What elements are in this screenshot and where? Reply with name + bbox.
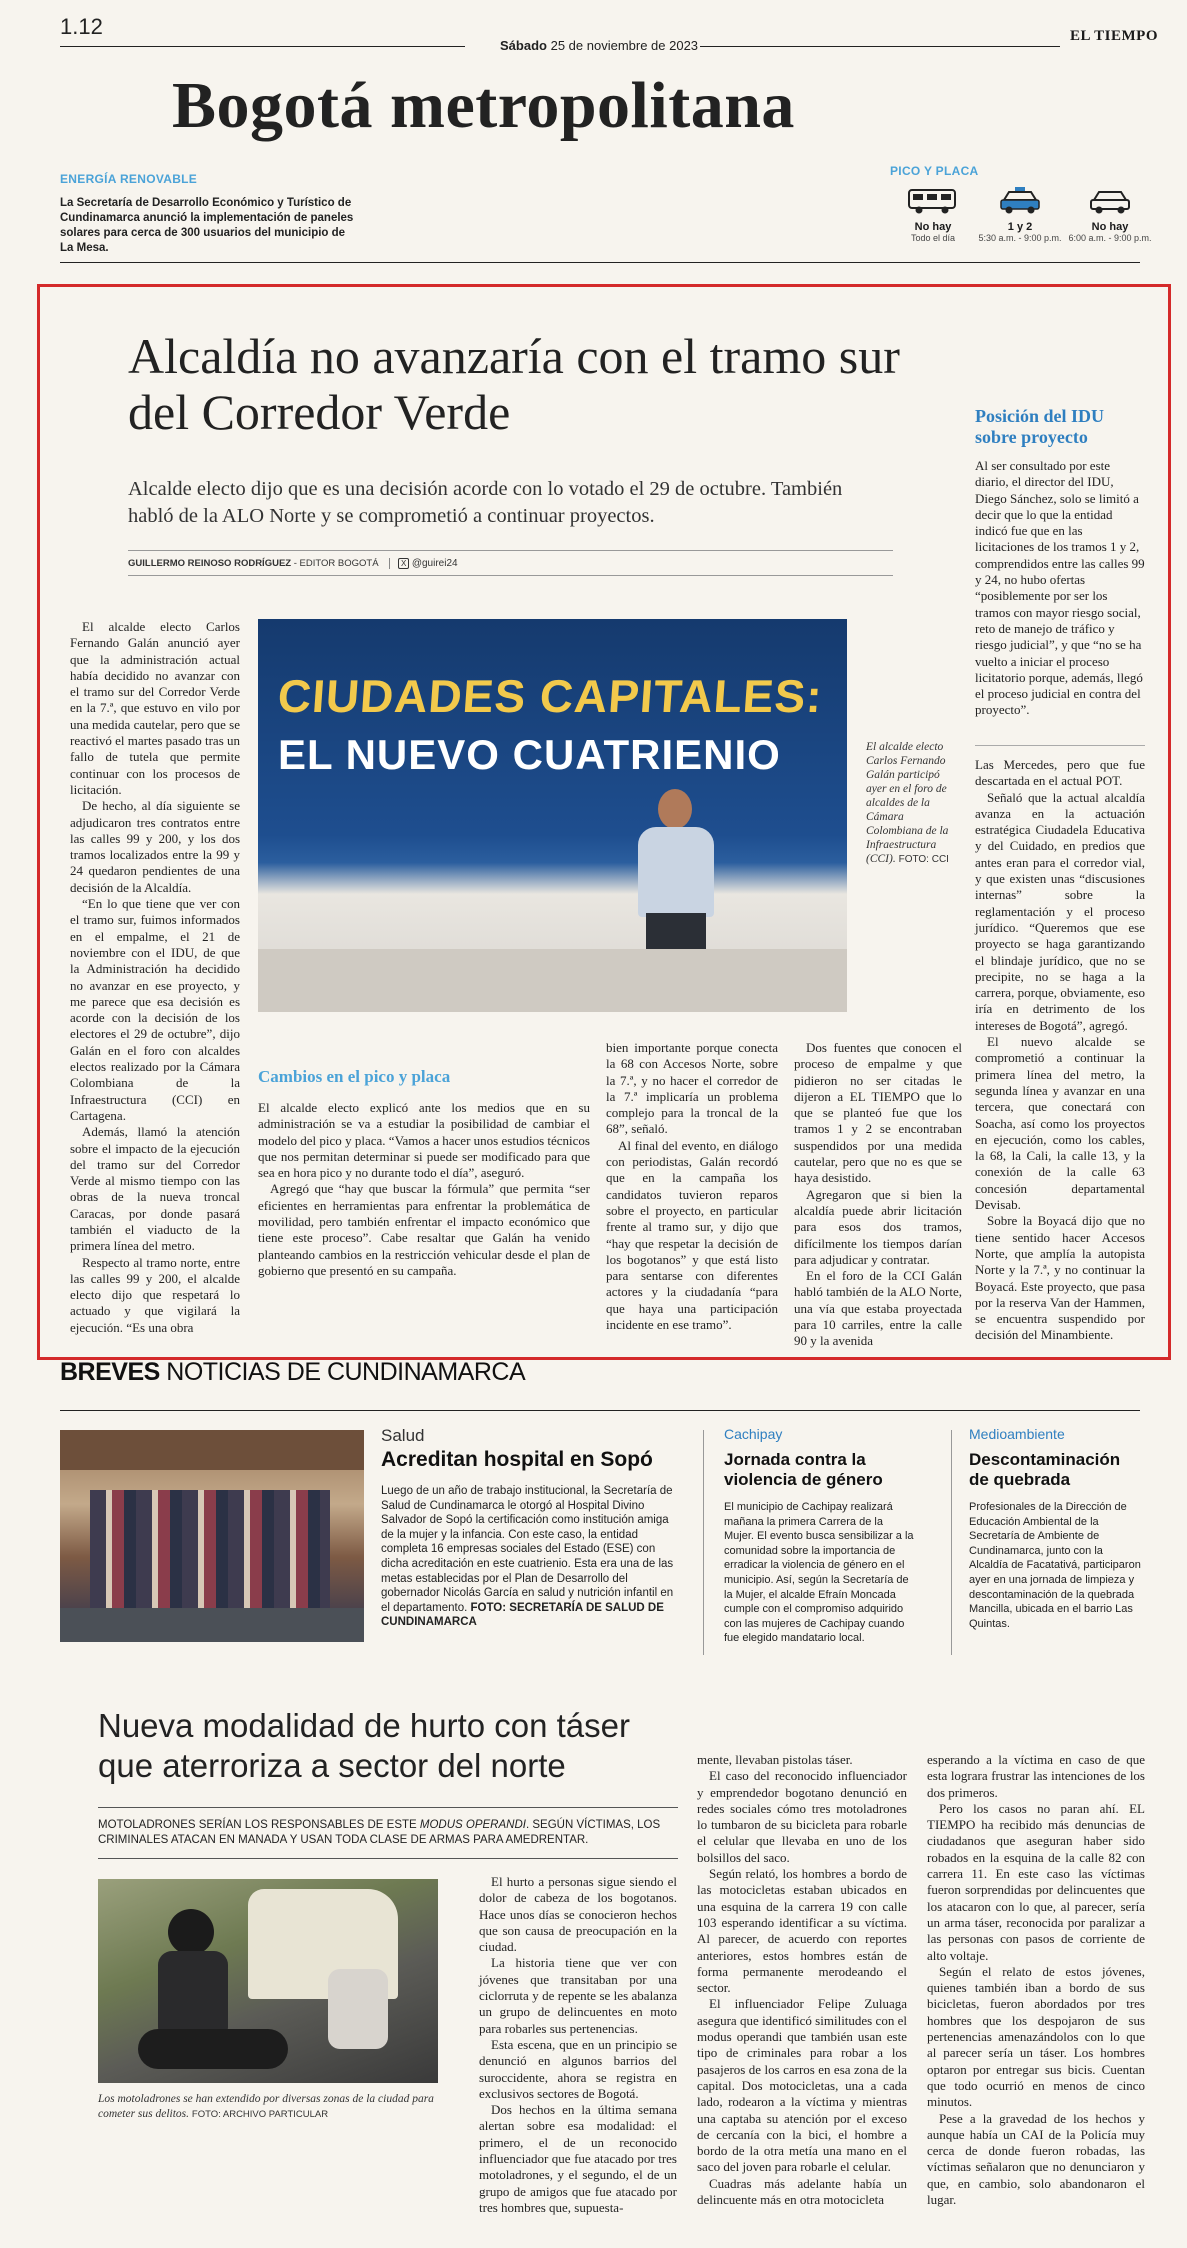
second-col-1: El hurto a personas sigue siendo el dolor de cabeza de los bogotanos. Hace unos días se conocieron hechos que son causa de preocupación en la ciudad. La historia tiene que ver con jóvenes que transitaban por una ciclorruta y de repente se les abalanza un grupo de delincuentes en moto para robarles sus pertenencias. Esta escena, que en un principio se denunció en algunos barrios del suroccidente, ahora se registra en exclusivos sectores de Bogotá. Dos hechos en la última semana alertan sobre esa modalidad: el primero, el de un reconocido influenciador que fue atacado por tres motoladrones, y el segundo, el de un grupo de amigos que fue atacado por tres hombres que, supuesta-	[479, 1874, 677, 2215]
robbery-caption: Los motoladrones se han extendido por diversas zonas de la ciudad para cometer sus delitos. FOTO: ARCHIVO PARTICULAR	[98, 2093, 434, 2120]
author-handle-link[interactable]: @guirei24	[411, 558, 458, 570]
pico-placa-subtext: El alcalde electo explicó ante los medios que en su administración se va a estudiar la posibilidad de cambiar el modelo del pico y placa. “Vamos a hacer unos estudios técnicos que nos permitan determinar si puede ser modificado para que sea en hora pico y no durante todo el día”, aseguró. Agregó que “hay que buscar la fórmula” que permita “ser eficientes en herramientas para enfrentar la problemática de movilidad, pero también enfrentar el impacto económico que tiene este proceso”. Cabe resaltar que Galán ha venido planteando cambios en la restricción vehicular desde el plan de gobierno que presentó en su campaña.	[258, 1100, 590, 1278]
energy-text: La Secretaría de Desarrollo Económico y Turístico de Cundinamarca anunció la implementación de paneles solares para cerca de 300 usuarios del municipio de La Mesa.	[60, 197, 354, 254]
main-headline: Alcaldía no avanzaría con el tramo sur del Corredor Verde	[128, 328, 900, 440]
breves-label: BREVES NOTICIAS DE CUNDINAMARCA	[60, 1358, 526, 1386]
bus-icon	[907, 186, 959, 216]
breve1-text: Luego de un año de trabajo institucional, la Secretaría de Salud de Cundinamarca le otorgó al Hospital Divino Salvador de Sopó la certificación como institución amiga de la mujer y la infancia. Con este caso, la entidad completa 16 empresas sociales del Estado (ESE) con dicha acreditación en este cuatrienio. Esta era una de las metas establecidas por el Plan de Desarrollo del gobernador Nicolás García en salud y nutrición infantil en el departamento. FOTO: SECRETARÍA DE SALUD DE CUNDINAMARCA	[381, 1485, 674, 1629]
photo-banner-line2: EL NUEVO CUATRIENIO	[278, 731, 781, 778]
main-photo-caption: El alcalde electo Carlos Fernando Galán participó ayer en el foro de alcaldes de la Cámara Colombiana de la Infraestructura (CCI). FOTO: CCI	[866, 741, 949, 865]
breve3-text: Profesionales de la Dirección de Educación Ambiental de la Secretaría de Ambiente de Cundinamarca, junto con la Alcaldía de Facatativá, participaron ayer en una jornada de limpieza y descontaminación de la quebrada Mancilla, ubicada en el barrio Las Quintas.	[969, 1501, 1141, 1630]
breve2-text: El municipio de Cachipay realizará mañana la primera Carrera de la Mujer. El evento busca sensibilizar a la comunidad sobre la importancia de erradicar la violencia de género en el municipio. Así, según la Secretaría de la Mujer, el alcalde Efraín Moncada cumple con el compromiso adquirido con las mujeres de Cachipay cuando fue elegido mandatario local.	[724, 1501, 914, 1645]
byline-rule-top	[128, 550, 893, 551]
idu-sidebar-text: Al ser consultado por este diario, el director del IDU, Diego Sánchez, solo se limitó a decir que lo que la entidad indicó fue que en las licitaciones de los tramos 1 y 2, comprendidos entre las calles 99 y 24, no hubo ofertas “posiblemente por ser los tramos con mayor riesgo social, reto de manejo de tráfico y riesgo judicial”, y que “no se ha vuelto a iniciar el proceso licitatorio porque, además, llegó el proceso judicial en contra del proyecto”.	[975, 458, 1145, 718]
header-rule-right	[700, 46, 1060, 47]
pico-placa-subhead: Cambios en el pico y placa	[258, 1067, 451, 1086]
photo-stage-table	[258, 949, 847, 1012]
page-date: Sábado 25 de noviembre de 2023	[500, 38, 699, 53]
breves-rule	[60, 1410, 1140, 1411]
pico-placa-title: PICO Y PLACA	[890, 164, 979, 178]
second-rule-bottom	[98, 1858, 678, 1859]
second-col-2: mente, llevaban pistolas táser. El caso del reconocido influenciador y emprendedor bogotano denunció en redes sociales cómo tres motoladrones lo tumbaron de su bicicleta para robarle el celular que llevaba en uno de los bolsillos del saco. Según relató, los hombres a bordo de las motocicletas estaban ubicados en una esquina de la carrera 19 con calle 103 esperando identificar a su víctima. Al parecer, de acuerdo con reportes anteriores, estos hombres están de forma permanente merodeando el sector. El influenciador Felipe Zuluaga asegura que identificó similitudes con el modus operandi que también usan este tipo de criminales para robar a los pasajeros de los carros en esa zona de la capital. Dos motocicletas, una a cada lado, rodearon a la víctima y mientras una captaba su atención por el exceso de cercanía con la bici, el hombre a bordo de la otra metía una mano en el saco del joven para robarle el celular. Cuadras más adelante había un delincuente más en otra motocicleta	[697, 1752, 907, 2208]
photo-banner-line1: CIUDADES CAPITALES:	[276, 670, 825, 722]
robbery-photo	[98, 1879, 438, 2083]
byline-rule-bottom	[128, 575, 893, 576]
main-photo	[258, 619, 847, 1012]
x-icon: X	[398, 558, 409, 569]
pico-item-car: No hay 6:00 a.m. - 9:00 p.m.	[1060, 186, 1160, 243]
pico-item-bus: No hay Todo el día	[888, 186, 978, 243]
main-col-5: Las Mercedes, pero que fue descartada en el actual POT. Señaló que la actual alcaldía avanza en la actuación estratégica Ciudadela Educativa y del Cuidado, en predios que antes eran para el corredor vial, y que existen unas “discusiones internas” sobre la reglamentación y el proceso jurídico. “Queremos que ese proyecto se haga garantizando el blindaje jurídico, que no se precipite, no se haga a la carrera, porque, obviamente, eso iría en detrimento de los intereses de Bogotá”, agregó. El nuevo alcalde se comprometió a continuar la primera línea del metro, la segunda línea y avanzar en una tercera, que conectará con Soacha, así como los proyectos en ejecución, como los cables, la 68, la Cali, la calle 13, y la conexión de la calle 63 concesión departamental Devisab. Sobre la Boyacá dijo que no tiene sentido hacer Accesos Norte, que amplía la autopista Norte y la 7.ª, y no continuar la Boyacá. Este proyecto, que pasa por la reserva Van der Hammen, se encuentra suspendido por decisión del Minambiente.	[975, 757, 1145, 1343]
idu-sidebar-head: Posición del IDU sobre proyecto	[975, 406, 1105, 447]
breves-divider-1	[703, 1430, 704, 1655]
breve3-kicker: Medioambiente	[969, 1426, 1065, 1442]
main-col-1: El alcalde electo Carlos Fernando Galán anunció ayer que la administración actual había decidido no avanzar con el tramo sur del Corredor Verde en la 7.ª, que estuvo en vilo por una medida cautelar, pero que se reactivó el martes pasado tras un fallo de tutela que permite continuar con los procesos de licitación. De hecho, al día siguiente se adjudicaron tres contratos entre las calles 99 y 200, y los dos tramos localizados entre la 99 y 24 quedaron pendientes de una decisión de la Alcaldía. “En lo que tiene que ver con el tramo sur, fuimos informados en el empalme, el 21 de noviembre con el IDU, de que la Administración ha decidido no avanzar en ese proyecto, y me parece que esa decisión es acorde con la decisión de los electores el 29 de octubre”, dijo Galán en el foro con alcaldes electos realizado por la Cámara Colombiana de la Infraestructura (CCI) en Cartagena. Además, llamó la atención sobre el impacto de la ejecución del tramo sur del Corredor Verde al mismo tiempo con las obras de la nueva troncal Caracas, por donde pasará también el viaducto de la primera línea del metro. Respecto al tramo norte, entre las calles 99 y 200, el alcalde electo dijo que respetará lo actuado y que vigilará la ejecución. “Es una obra	[70, 619, 241, 1335]
breves-divider-2	[951, 1430, 952, 1655]
header-rule-left	[60, 46, 465, 47]
breve2-kicker: Cachipay	[724, 1426, 783, 1442]
main-col-3: bien importante porque conecta la 68 con Accesos Norte, sobre la 7.ª, y no hacer el corredor de la 7.ª implicaría un problema complejo para la troncal de la 68”, señaló. Al final del evento, en diálogo con periodistas, Galán recordó que en la campaña los candidatos tuvieron reparos sobre el proyecto, en particular frente al tramo sur, y dijo que “hay que respetar la decisión de los bogotanos” y que está listo para sentarse con diferentes actores y la ciudadanía “para que haya una participación incidente en ese tramo”.	[606, 1040, 778, 1333]
breve3-title: Descontaminación de quebrada	[969, 1450, 1121, 1489]
page-number: 1.12	[60, 14, 103, 39]
car-icon	[1088, 186, 1132, 216]
second-rule-top	[98, 1807, 678, 1808]
section-title: Bogotá metropolitana	[172, 69, 795, 142]
idu-sidebar-rule	[975, 745, 1145, 746]
second-deck: MOTOLADRONES SERÍAN LOS RESPONSABLES DE ESTE MODUS OPERANDI. SEGÚN VÍCTIMAS, LOS CRIMINALES ATACAN EN MANADA Y USAN TODA CLASE DE ARMAS PARA AMEDRENTAR.	[98, 1819, 661, 1846]
taxi-icon	[998, 186, 1042, 216]
second-col-3: esperando a la víctima en caso de que esta lograra frustrar las intenciones de los dos primeros. Pero los casos no paran ahí. EL TIEMPO ha recibido más denuncias de ciudadanos que aseguran haber sido robados en la esquina de la calle 82 con carrera 11. En este caso las víctimas fueron sorprendidas por delincuentes que los atacaron con lo que, al parecer, sería un arma táser, reconocida por paralizar a las personas con pasos de corriente de alto voltaje. Según el relato de estos jóvenes, quienes también iban a bordo de sus bicicletas, fueron abordados por tres hombres que los despojaron de sus pertenencias amenazándolos con lo que al parecer sería un táser. Los hombres optaron por entregar sus bicis. Cuentan que todo ocurrió en menos de cinco minutos. Pese a la gravedad de los hechos y aunque había un CAI de la Policía muy cerca de donde fueron robadas, las víctimas señalaron que no denunciaron y que, en cambio, solo abandonaron el lugar.	[927, 1752, 1145, 2208]
second-headline: Nueva modalidad de hurto con táser que aterroriza a sector del norte	[98, 1707, 630, 1784]
brand-name: EL TIEMPO	[1070, 28, 1158, 44]
byline: GUILLERMO REINOSO RODRÍGUEZ - EDITOR BOGOTÁ X @guirei24	[128, 558, 458, 570]
breve1-title: Acreditan hospital en Sopó	[381, 1448, 653, 1471]
pico-item-taxi: 1 y 2 5:30 a.m. - 9:00 p.m.	[970, 186, 1070, 243]
energy-kicker: ENERGÍA RENOVABLE	[60, 172, 198, 186]
breve2-title: Jornada contra la violencia de género	[724, 1450, 883, 1489]
hospital-photo	[60, 1430, 364, 1642]
pico-placa-panel	[888, 186, 1152, 256]
main-col-4: Dos fuentes que conocen el proceso de empalme y que pidieron no ser citadas le dijeron a EL TIEMPO que lo que se planteó fue que los tramos 1 y 2 se encontraban suspendidos por una medida cautelar, pero que no es que se haya desistido. Agregaron que si bien la alcaldía puede abrir licitación para esos dos tramos, difícilmente los tiempos darían para adjudicar y contratar. En el foro de la CCI Galán habló también de la ALO Norte, una vía que estaba proyectada para 10 carriles, entre la calle 90 y la avenida	[794, 1040, 962, 1349]
main-deck: Alcalde electo dijo que es una decisión acorde con lo votado el 29 de octubre. También habló de la ALO Norte y se comprometió a continuar proyectos.	[128, 478, 843, 527]
energy-rule	[60, 262, 1140, 263]
breve1-kicker: Salud	[381, 1426, 425, 1445]
